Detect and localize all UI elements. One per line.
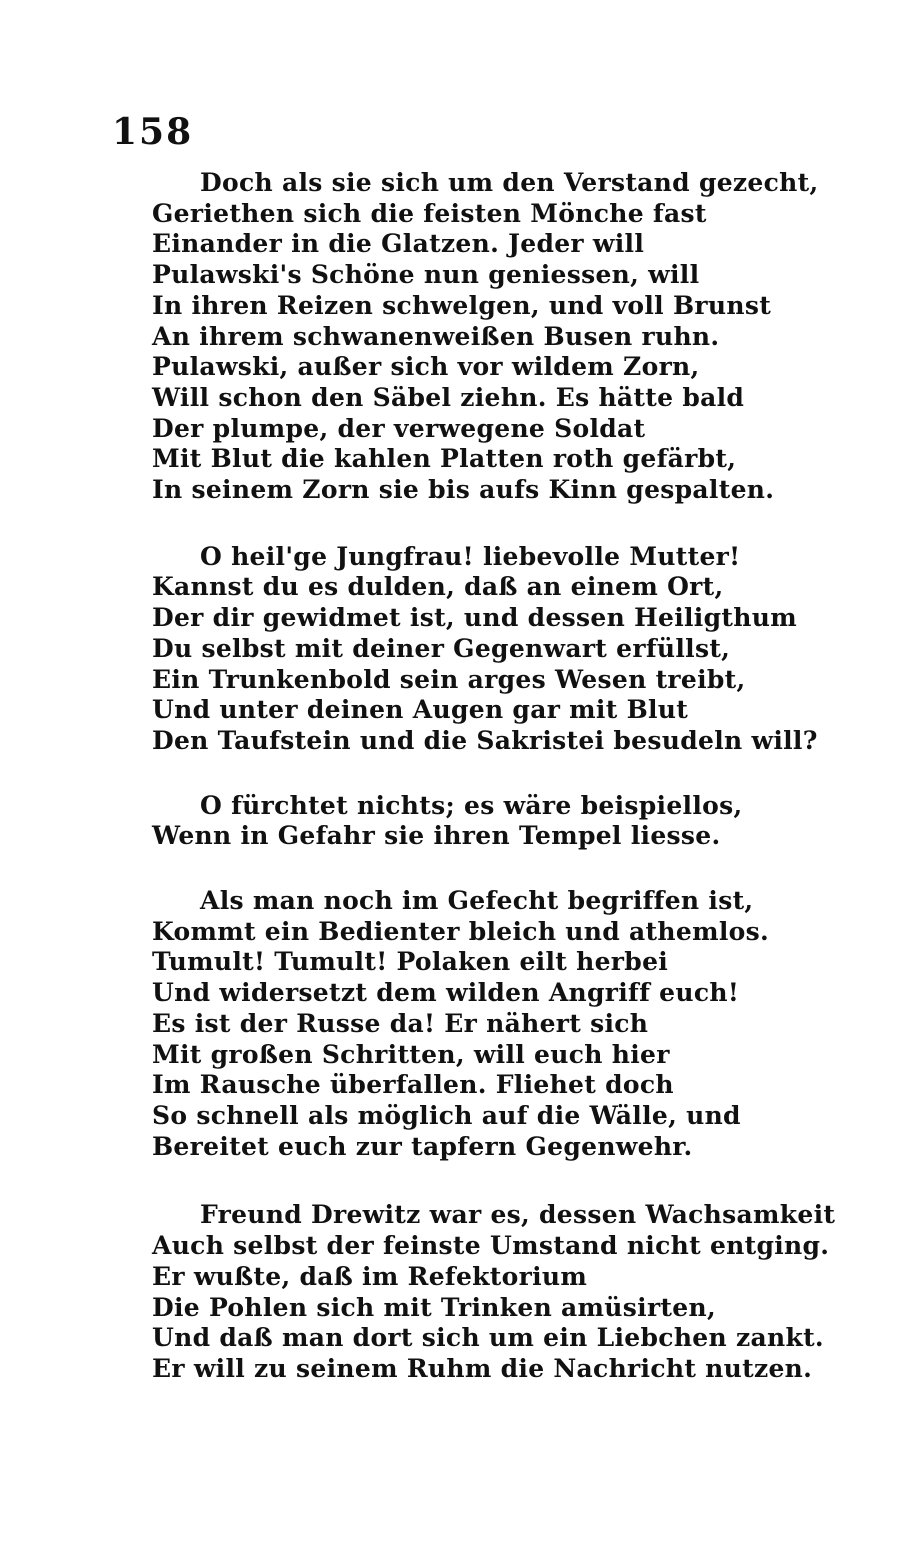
- verse-line: Auch selbst der feinste Umstand nicht entging.: [152, 1231, 830, 1261]
- verse-line: Der dir gewidmet ist, und dessen Heiligthum: [152, 603, 797, 633]
- verse-line: O heil'ge Jungfrau! liebevolle Mutter!: [200, 541, 741, 571]
- verse-line: O fürchtet nichts; es wäre beispiellos,: [200, 790, 743, 820]
- verse-line: Kommt ein Bedienter bleich und athemlos.: [152, 916, 769, 946]
- verse-line: Kannst du es dulden, daß an einem Ort,: [152, 572, 724, 602]
- verse-line: Freund Drewitz war es, dessen Wachsamkeit: [200, 1200, 836, 1230]
- verse-line: In ihren Reizen schwelgen, und voll Brunst: [152, 290, 772, 320]
- verse-line: Und daß man dort sich um ein Liebchen zankt.: [152, 1323, 824, 1353]
- verse-line: Mit Blut die kahlen Platten roth gefärbt,: [152, 444, 737, 474]
- verse-line: Die Pohlen sich mit Trinken amüsirten,: [152, 1292, 716, 1322]
- verse-line: Als man noch im Gefecht begriffen ist,: [200, 886, 754, 916]
- poem-text: [152, 168, 852, 1385]
- stanza-3: [152, 791, 852, 852]
- verse-line: Ein Trunkenbold sein arges Wesen treibt,: [152, 664, 746, 694]
- verse-line: Wenn in Gefahr sie ihren Tempel liesse.: [152, 821, 721, 851]
- verse-line: Der plumpe, der verwegene Soldat: [152, 413, 646, 443]
- stanza-4: [152, 886, 852, 1162]
- verse-line: So schnell als möglich auf die Wälle, und: [152, 1100, 741, 1130]
- stanza-5: [152, 1200, 852, 1384]
- verse-line: Er wußte, daß im Refektorium: [152, 1261, 588, 1291]
- verse-line: Doch als sie sich um den Verstand gezecht,: [200, 168, 819, 197]
- verse-line: Du selbst mit deiner Gegenwart erfüllst,: [152, 633, 731, 663]
- stanza-1: [152, 168, 852, 506]
- verse-line: Im Rausche überfallen. Fliehet doch: [152, 1070, 674, 1100]
- verse-line: Es ist der Russe da! Er nähert sich: [152, 1008, 649, 1038]
- stanza-2: [152, 542, 852, 757]
- verse-line: Mit großen Schritten, will euch hier: [152, 1039, 670, 1069]
- verse-line: Und unter deinen Augen gar mit Blut: [152, 695, 689, 725]
- verse-line: Geriethen sich die feisten Mönche fast: [152, 198, 707, 228]
- verse-line: Bereitet euch zur tapfern Gegenwehr.: [152, 1131, 693, 1161]
- verse-line: Will schon den Säbel ziehn. Es hätte bald: [152, 382, 745, 412]
- verse-line: Den Taufstein und die Sakristei besudeln will?: [152, 725, 818, 755]
- verse-line: Pulawski's Schöne nun geniessen, will: [152, 260, 700, 290]
- page-number: 158: [112, 111, 194, 153]
- verse-line: Pulawski, außer sich vor wildem Zorn,: [152, 352, 700, 382]
- verse-line: Und widersetzt dem wilden Angriff euch!: [152, 978, 740, 1008]
- verse-line: Er will zu seinem Ruhm die Nachricht nutzen.: [152, 1353, 813, 1383]
- verse-line: Einander in die Glatzen. Jeder will: [152, 229, 645, 259]
- verse-line: In seinem Zorn sie bis aufs Kinn gespalten.: [152, 475, 775, 505]
- verse-line: Tumult! Tumult! Polaken eilt herbei: [152, 947, 669, 977]
- verse-line: An ihrem schwanenweißen Busen ruhn.: [152, 321, 720, 351]
